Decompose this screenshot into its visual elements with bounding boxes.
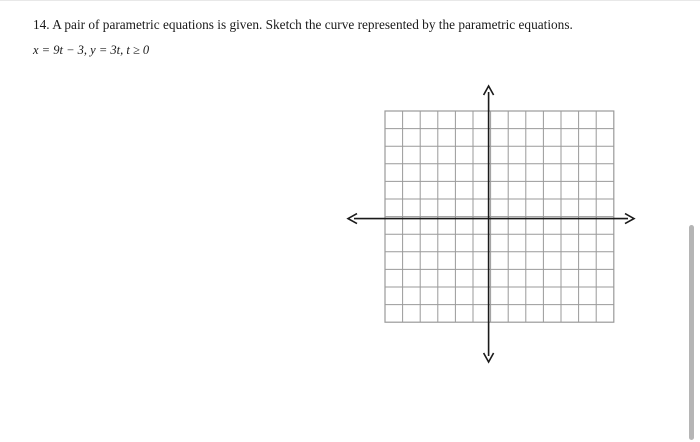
parametric-equations: x = 9t − 3, y = 3t, t ≥ 0: [33, 43, 150, 57]
scrollbar-thumb[interactable]: [689, 225, 694, 440]
problem-statement: 14. A pair of parametric equations is given. Sketch the curve represented by the parametric equations.: [33, 17, 573, 32]
